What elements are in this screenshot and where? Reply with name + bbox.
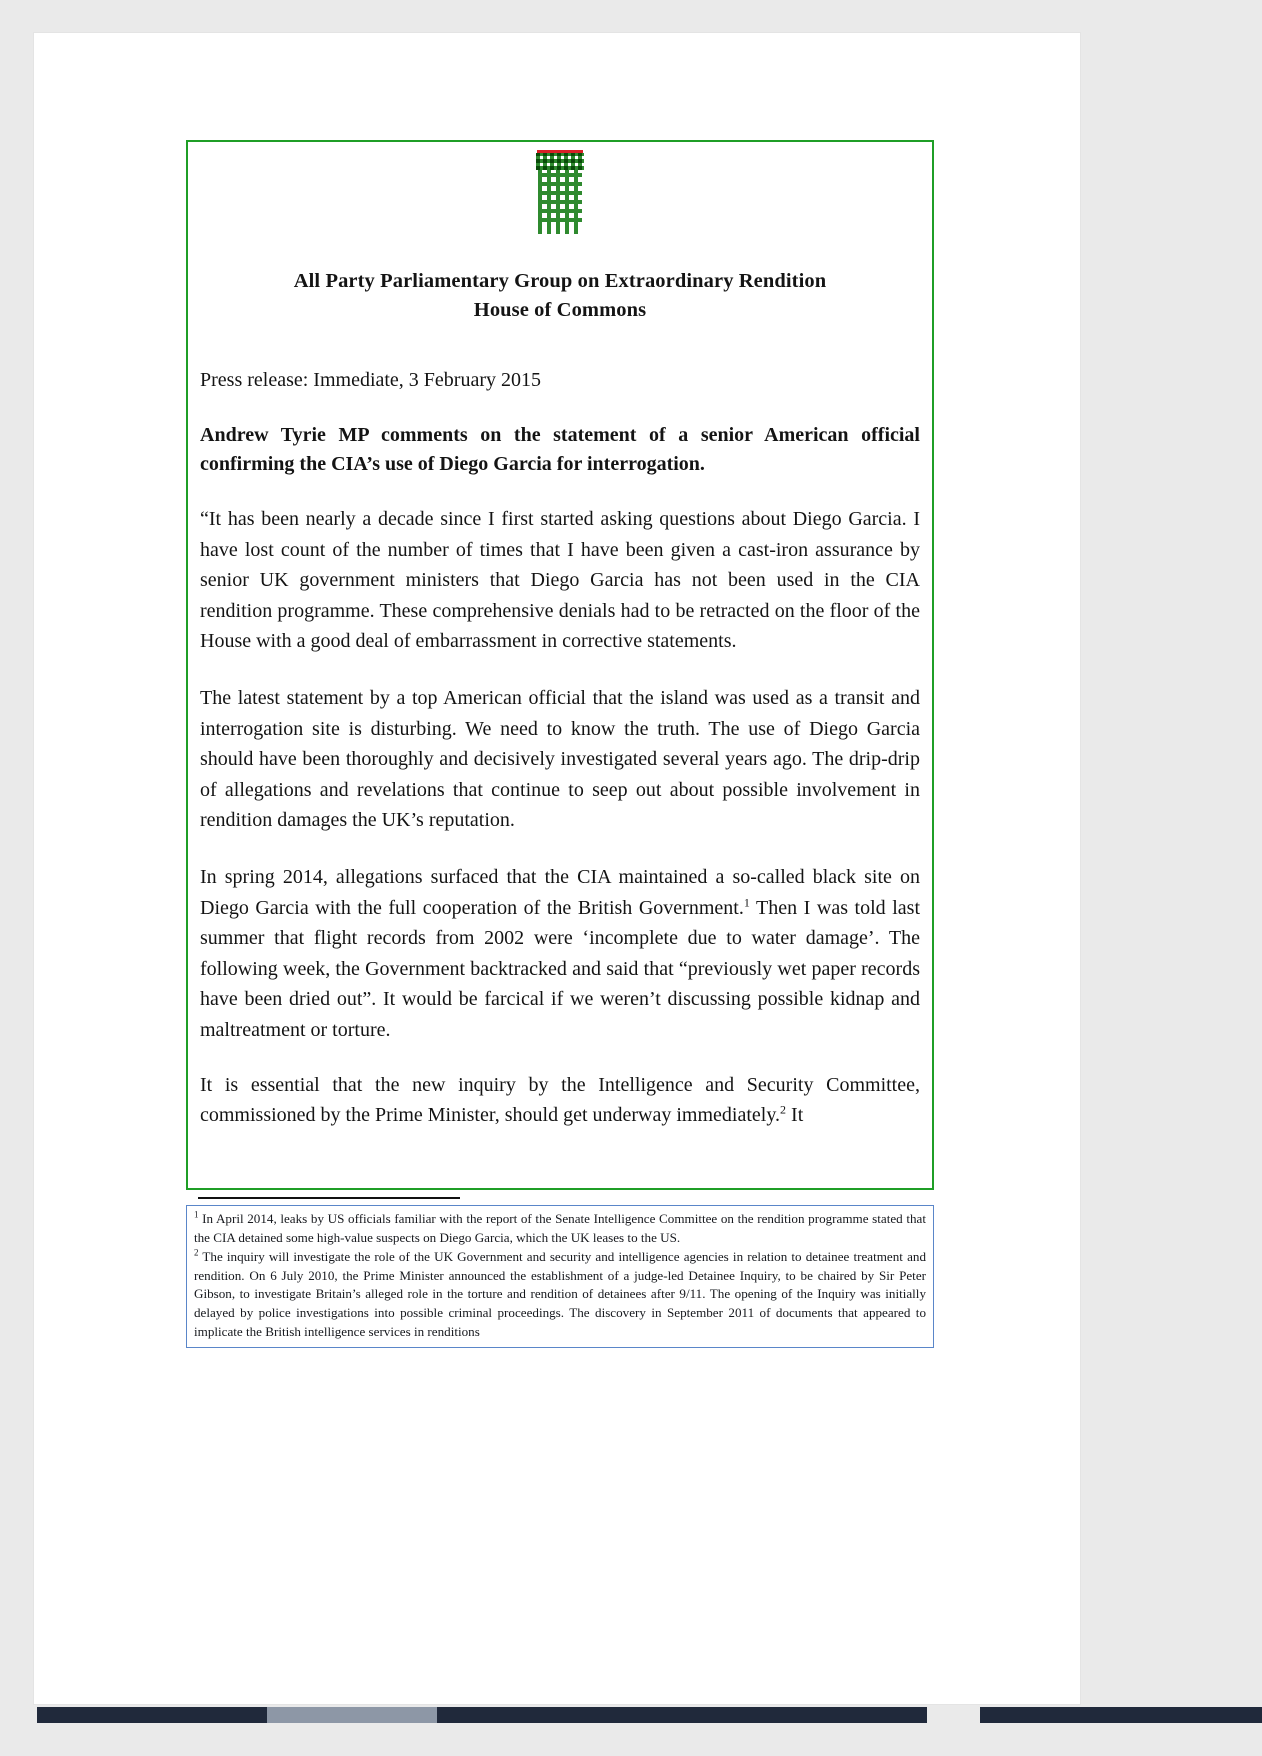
footnote-marker-1: 1: [194, 1209, 199, 1220]
organisation-title: [200, 267, 920, 325]
emblem-crown: [536, 153, 584, 170]
body-paragraph-2: The latest statement by a top American official that the island was used as a transit and interrogation site is disturbing. We need to know the truth. The use of Diego Garcia should have been thoroughly and decisively investigated several years ago. The drip-drip of allegations and revelations that continue to seep out about possible involvement in rendition damages the UK’s reputation.: [200, 686, 920, 832]
org-title-line-1: All Party Parliamentary Group on Extraordinary Rendition: [293, 270, 827, 292]
paragraph-4-text-after: It: [786, 1104, 804, 1127]
footnote-item-2: [194, 1248, 926, 1342]
footnote-item-1: [194, 1210, 926, 1248]
footnote-marker-2: 2: [194, 1247, 199, 1258]
bottom-bar-segment-mid[interactable]: [437, 1707, 927, 1723]
lead-paragraph: Andrew Tyrie MP comments on the statement of a senior American official confirming the CIA’s use of Diego Garcia for interrogation.: [200, 424, 920, 475]
bottom-toolbar: [0, 1707, 1262, 1723]
emblem-grid: [538, 170, 582, 222]
org-title-line-2: House of Commons: [473, 299, 647, 322]
footnote-text-2: The inquiry will investigate the role of the UK Government and security and intelligence agencies in relation to detainee treatment and rendition. On 6 July 2010, the Prime Minister announced the establishment of a judge-led Detainee Inquiry, to be chaired by Sir Peter Gibson, to investigate Britain’s alleged role in the torture and rendition of detainees after 9/11. The opening of the Inquiry was initially delayed by police investigations into possible criminal proceedings. The discovery in September 2011 of documents that appeared to implicate the British intelligence services in renditions: [194, 1248, 926, 1340]
body-paragraph-3: [200, 862, 920, 1046]
footnote-ref-2[interactable]: 2: [780, 1102, 787, 1117]
paragraph-3-text-before: In spring 2014, allegations surfaced that the CIA maintained a so-called black site on Diego Garcia with the full cooperation of the British Government.: [200, 865, 920, 919]
bottom-bar-segment-left[interactable]: [37, 1707, 267, 1723]
press-release-meta: Press release: Immediate, 3 February 2015: [200, 369, 542, 392]
footnote-box: [186, 1205, 934, 1348]
scanned-page-sheet: [34, 33, 1080, 1704]
emblem-spikes: [538, 220, 582, 234]
portcullis-emblem-icon: [533, 150, 587, 236]
paragraph-4-text-before: It is essential that the new inquiry by the Intelligence and Security Committee, commissioned by the Prime Minister, should get underway immediately.: [200, 1073, 920, 1127]
body-paragraph-1: “It has been nearly a decade since I first started asking questions about Diego Garcia. I have lost count of the number of times that I have been given a cast-iron assurance by senior UK government ministers that Diego Garcia has not been used in the CIA rendition programme. These comprehensive denials had to be retracted on the floor of the House with a good deal of embarrassment in corrective statements.: [200, 508, 920, 653]
footnote-ref-1[interactable]: 1: [743, 894, 750, 909]
footnote-text-1: In April 2014, leaks by US officials familiar with the report of the Senate Intelligence Committee on the rendition programme stated that the CIA detained some high-value suspects on Diego Garcia, which the UK leases to the US.: [194, 1211, 926, 1245]
body-paragraph-4: [200, 1070, 920, 1131]
paragraph-3-text-after: Then I was told last summer that flight records from 2002 were ‘incomplete due to water damage’. The following week, the Government backtracked and said that “previously wet paper records have been dried out”. It would be farcical if we weren’t discussing possible kidnap and maltreatment or torture.: [200, 896, 920, 1041]
footnote-separator-rule: [198, 1197, 460, 1199]
bottom-bar-segment-right[interactable]: [980, 1707, 1262, 1723]
bottom-scrollbar-thumb[interactable]: [267, 1707, 437, 1723]
emblem-container: [200, 142, 920, 241]
document-content-frame: [186, 140, 934, 1190]
